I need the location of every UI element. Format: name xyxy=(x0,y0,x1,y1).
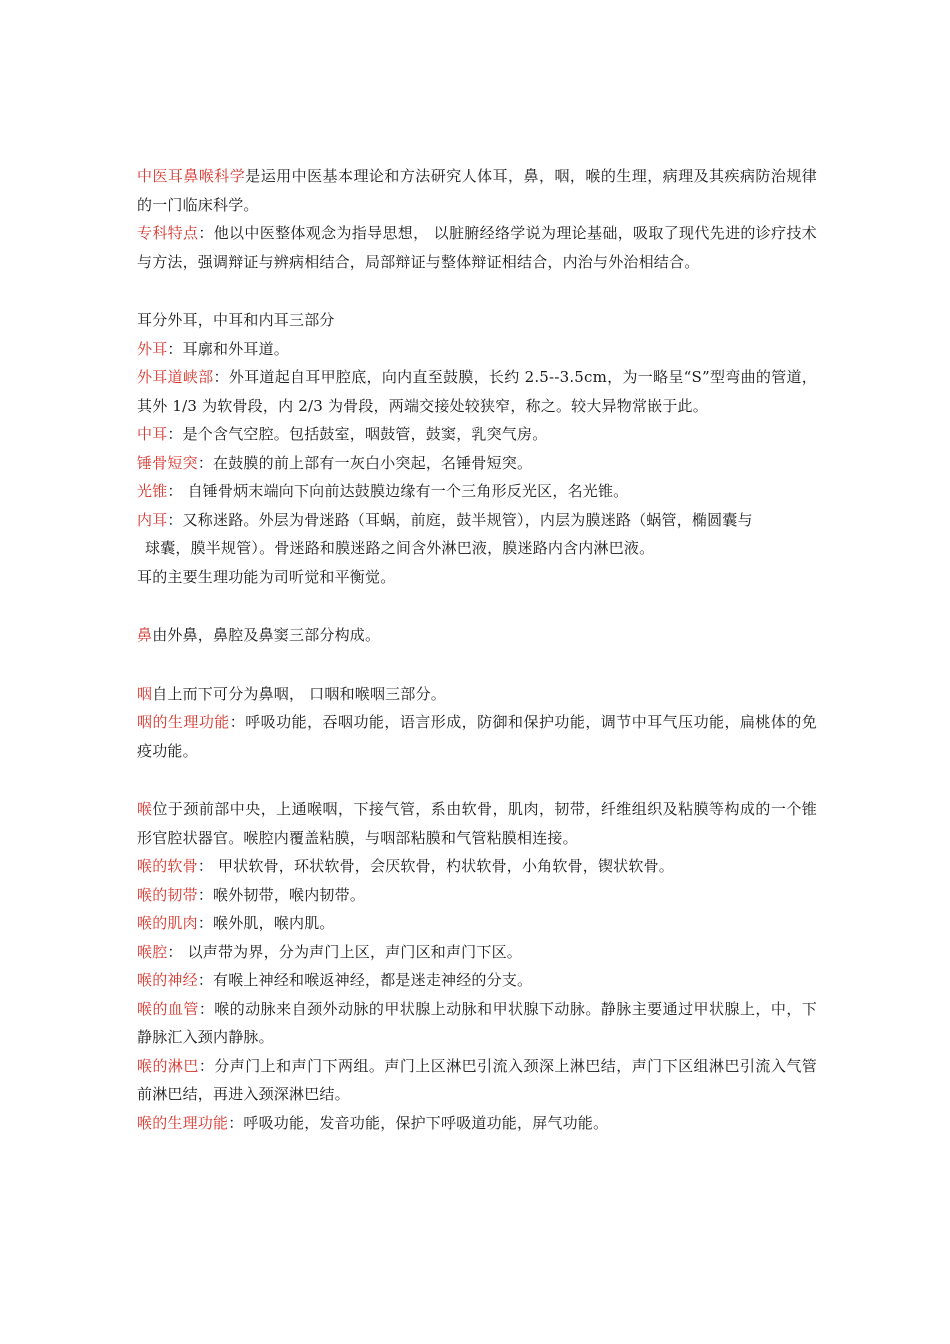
spacer xyxy=(137,591,817,621)
paragraph-text: 是运用中医基本理论和方法研究人体耳，鼻，咽，喉的生理，病理及其疾病防治规律的一门临床科学。 xyxy=(137,167,818,214)
larynx-lymph-paragraph xyxy=(137,1052,817,1109)
term-label: 喉的生理功能 xyxy=(137,1113,229,1132)
term-label: 中医耳鼻喉科学 xyxy=(137,167,246,185)
paragraph-text: ：喉的动脉来自颈外动脉的甲状腺上动脉和甲状腺下动脉。静脉主要通过甲状腺上，中，下静脉汇入颈内静脉。 xyxy=(137,999,817,1046)
term-label: 咽 xyxy=(137,684,153,703)
paragraph-text: ：外耳道起自耳甲腔底，向内直至鼓膜，长约 2.5--3.5cm，为一略呈“S”型弯曲的管道，其外 1/3 为软骨段，内 2/3 为骨段，两端交接处较狭窄，称之。较大异物常嵌于此。 xyxy=(137,368,817,415)
term-label: 喉的血管 xyxy=(137,999,199,1018)
paragraph-text: ：有喉上神经和喉返神经，都是迷走神经的分支。 xyxy=(197,971,533,989)
larynx-muscle-paragraph xyxy=(137,909,817,938)
paragraph-text: ： 甲状软骨，环状软骨，会厌软骨，杓状软骨，小角软骨，锲状软骨。 xyxy=(197,857,674,875)
larynx-paragraph xyxy=(137,795,817,852)
definition-paragraph xyxy=(137,162,817,219)
paragraph-text: ：耳廓和外耳道。 xyxy=(167,339,290,358)
inner-ear-paragraph xyxy=(137,506,817,563)
term-label: 喉的韧带 xyxy=(137,885,198,904)
spacer xyxy=(137,276,817,306)
term-label: 喉腔 xyxy=(137,942,168,961)
paragraph-text: ：喉外肌，喉内肌。 xyxy=(197,914,335,932)
paragraph-text: ： 自锤骨炳末端向下向前达鼓膜边缘有一个三角形反光区，名光锥。 xyxy=(167,482,629,500)
term-label: 喉的神经 xyxy=(137,971,198,989)
pharynx-paragraph xyxy=(137,680,817,709)
term-label: 锤骨短突 xyxy=(137,453,198,472)
term-label: 光锥 xyxy=(137,482,168,500)
paragraph-text-continued: 球囊，膜半规管）。骨迷路和膜迷路之间含外淋巴液，膜迷路内含内淋巴液。 xyxy=(145,539,655,557)
term-label: 鼻 xyxy=(137,626,153,644)
paragraph-text: ：是个含气空腔。包括鼓室，咽鼓管，鼓窦，乳突气房。 xyxy=(167,425,548,443)
middle-ear-paragraph xyxy=(137,420,817,449)
paragraph-text: 由外鼻，鼻腔及鼻窦三部分构成。 xyxy=(152,626,381,644)
term-label: 喉的淋巴 xyxy=(137,1056,199,1075)
pharynx-function-paragraph xyxy=(137,708,817,765)
paragraph-text: ：分声门上和声门下两组。声门上区淋巴引流入颈深上淋巴结，声门下区组淋巴引流入气管前淋巴结，再进入颈深淋巴结。 xyxy=(137,1056,817,1103)
term-label: 喉 xyxy=(137,800,153,818)
larynx-cartilage-paragraph xyxy=(137,852,817,881)
paragraph-text: ： 以声带为界，分为声门上区，声门区和声门下区。 xyxy=(167,942,522,961)
larynx-nerve-paragraph xyxy=(137,966,817,995)
document-page xyxy=(137,162,817,1137)
larynx-cavity-paragraph xyxy=(137,938,817,967)
malleus-process-paragraph xyxy=(137,449,817,478)
paragraph-text: ：他以中医整体观念为指导思想， 以脏腑经络学说为理论基础，吸取了现代先进的诊疗技术与方法，强调辩证与辨病相结合，局部辩证与整体辩证相结合，内治与外治相结合。 xyxy=(137,224,817,271)
paragraph-text: ：呼吸功能，吞咽功能，语言形成，防御和保护功能，调节中耳气压功能，扁桃体的免疫功能。 xyxy=(137,713,817,760)
term-label: 外耳道峡部 xyxy=(137,368,214,386)
term-label: 专科特点 xyxy=(137,224,199,242)
paragraph-text: ：又称迷路。外层为骨迷路（耳蜗，前庭，鼓半规管），内层为膜迷路（蜗管，椭圆囊与 xyxy=(167,510,753,529)
ear-function-paragraph: 耳的主要生理功能为司听觉和平衡觉。 xyxy=(137,567,396,586)
spacer xyxy=(137,765,817,795)
term-label: 中耳 xyxy=(137,425,168,443)
paragraph-text: ：喉外韧带，喉内韧带。 xyxy=(197,885,366,904)
term-label: 喉的肌肉 xyxy=(137,914,198,932)
specialty-features-paragraph xyxy=(137,219,817,276)
paragraph-text: ：在鼓膜的前上部有一灰白小突起，名锤骨短突。 xyxy=(197,453,533,472)
term-label: 外耳 xyxy=(137,339,168,358)
larynx-ligament-paragraph xyxy=(137,881,817,910)
cone-of-light-paragraph xyxy=(137,477,817,506)
larynx-function-paragraph xyxy=(137,1109,817,1138)
paragraph-text: ：呼吸功能，发音功能，保护下呼吸道功能，屏气功能。 xyxy=(228,1113,609,1132)
ear-canal-isthmus-paragraph xyxy=(137,363,817,420)
paragraph-text: 位于颈前部中央，上通喉咽，下接气管，系由软骨，肌肉，韧带，纤维组织及粘膜等构成的一个锥形官腔状器官。喉腔内覆盖粘膜，与咽部粘膜和气管粘膜相连接。 xyxy=(137,800,818,847)
term-label: 咽的生理功能 xyxy=(137,713,230,731)
term-label: 喉的软骨 xyxy=(137,857,198,875)
outer-ear-paragraph xyxy=(137,335,817,364)
paragraph-text: 自上而下可分为鼻咽， 口咽和喉咽三部分。 xyxy=(152,684,446,703)
ear-intro-paragraph: 耳分外耳，中耳和内耳三部分 xyxy=(137,311,335,329)
spacer xyxy=(137,650,817,680)
term-label: 内耳 xyxy=(137,510,168,529)
larynx-vessel-paragraph xyxy=(137,995,817,1052)
nose-paragraph xyxy=(137,621,817,650)
